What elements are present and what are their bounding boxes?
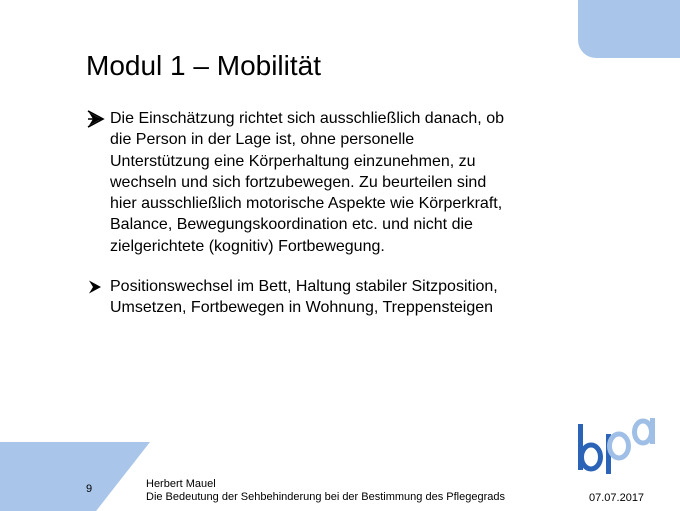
bullet-line: zielgerichtete (kognitiv) Fortbewegung. — [110, 237, 385, 255]
arrow-bullet-icon — [86, 110, 106, 128]
bullet-line: Positionswechsel im Bett, Haltung stabiler Sitzposition, — [110, 278, 498, 295]
bullet-line: Balance, Bewegungskoordination etc. und nicht die — [110, 216, 473, 234]
logo-letter-p-bowl — [610, 434, 629, 458]
bullet-line: wechseln und sich fortzubewegen. Zu beurteilen sind — [110, 173, 487, 191]
footer-info — [146, 478, 505, 504]
bullet-line: hier ausschließlich motorische Aspekte wie Körperkraft, — [110, 195, 503, 213]
bullet-line: Umsetzen, Fortbewegen in Wohnung, Treppensteigen — [110, 299, 494, 317]
logo-letter-a-stem — [650, 418, 655, 444]
bullet-line: Die Einschätzung richtet sich ausschließlich danach, ob — [110, 110, 504, 127]
corner-decoration-bottom-left — [0, 442, 150, 511]
arrow-bullet-icon — [86, 278, 106, 296]
bullet-text — [110, 276, 570, 319]
footer-author: Herbert Mauel — [146, 478, 216, 490]
bullet-text — [110, 108, 570, 257]
corner-decoration-top-right — [578, 0, 680, 58]
slide-title: Modul 1 – Mobilität — [86, 50, 322, 81]
footer-date: 07.07.2017 — [589, 492, 645, 504]
footer-subtitle: Die Bedeutung der Sehbehinderung bei der Bestimmung des Pflegegrads — [146, 491, 505, 503]
bpa-logo — [574, 412, 658, 476]
page-number: 9 — [86, 483, 93, 495]
bullet-line: Unterstützung eine Körperhaltung einzunehmen, zu — [110, 152, 476, 170]
logo-letter-b-bowl — [582, 445, 601, 469]
logo-letter-a — [635, 421, 652, 443]
bullet-line: die Person in der Lage ist, ohne personelle — [110, 131, 415, 149]
